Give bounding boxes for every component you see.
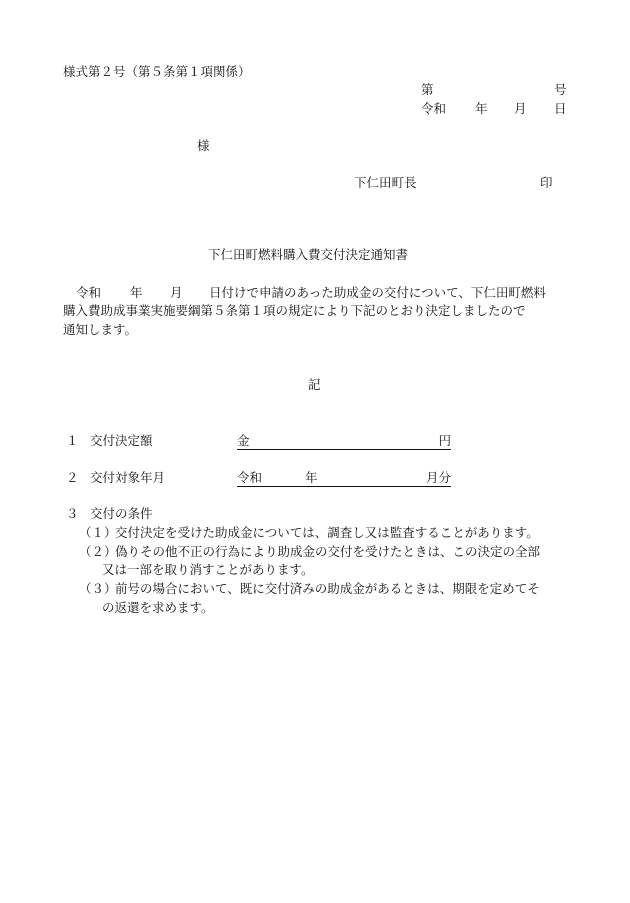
condition2-number: （２） xyxy=(79,544,117,559)
date-day: 日 xyxy=(554,101,567,116)
condition3-text-line1: 前号の場合において、既に交付済みの助成金があるときは、期限を定めてそ xyxy=(115,581,540,596)
item2-year: 年 xyxy=(305,470,318,485)
body-era: 令和 xyxy=(76,285,102,300)
body-line2: 購入費助成事業実施要綱第５条第１項の規定により下記のとおり決定しましたので xyxy=(63,303,526,318)
item2-label: 交付対象年月 xyxy=(90,470,166,485)
document-number-prefix: 第 xyxy=(421,82,434,97)
item1-prefix: 金 xyxy=(237,433,250,448)
condition3-text-line2: の返還を求めます。 xyxy=(102,600,214,615)
body-line3: 通知します。 xyxy=(63,322,138,337)
document-number-suffix: 号 xyxy=(554,82,567,97)
item1-amount-field[interactable] xyxy=(237,435,451,450)
issuer-seal: 印 xyxy=(540,175,553,190)
ki-marker: 記 xyxy=(308,377,321,392)
date-month: 月 xyxy=(514,101,527,116)
condition1-text: 交付決定を受けた助成金については、調査し又は監査することがあります。 xyxy=(115,525,539,540)
date-era: 令和 xyxy=(421,101,447,116)
body-month: 月 xyxy=(170,285,183,300)
item2-era: 令和 xyxy=(237,470,263,485)
item1-label: 交付決定額 xyxy=(90,433,153,448)
document-title: 下仁田町燃料購入費交付決定通知書 xyxy=(208,247,409,262)
issuer-title: 下仁田町長 xyxy=(354,175,417,190)
form-label: 様式第２号（第５条第１項関係） xyxy=(63,64,251,79)
date-year: 年 xyxy=(475,101,488,116)
condition2-text-line1: 偽りその他不正の行為により助成金の交付を受けたときは、この決定の全部 xyxy=(115,544,541,559)
item1-number: １ xyxy=(66,433,79,448)
condition1-number: （１） xyxy=(79,525,117,540)
item2-period-field[interactable] xyxy=(237,472,451,487)
body-line1: 日付けで申請のあった助成金の交付について、下仁田町燃料 xyxy=(209,285,546,300)
condition2-text-line2: 又は一部を取り消すことがあります。 xyxy=(102,562,314,577)
body-year: 年 xyxy=(130,285,143,300)
item2-number: ２ xyxy=(66,470,79,485)
addressee-honorific: 様 xyxy=(197,138,210,153)
item1-suffix: 円 xyxy=(438,433,451,448)
item3-label: 交付の条件 xyxy=(90,506,153,521)
item2-month-suffix: 月分 xyxy=(425,470,451,485)
condition3-number: （３） xyxy=(79,581,117,596)
item3-number: ３ xyxy=(66,506,79,521)
